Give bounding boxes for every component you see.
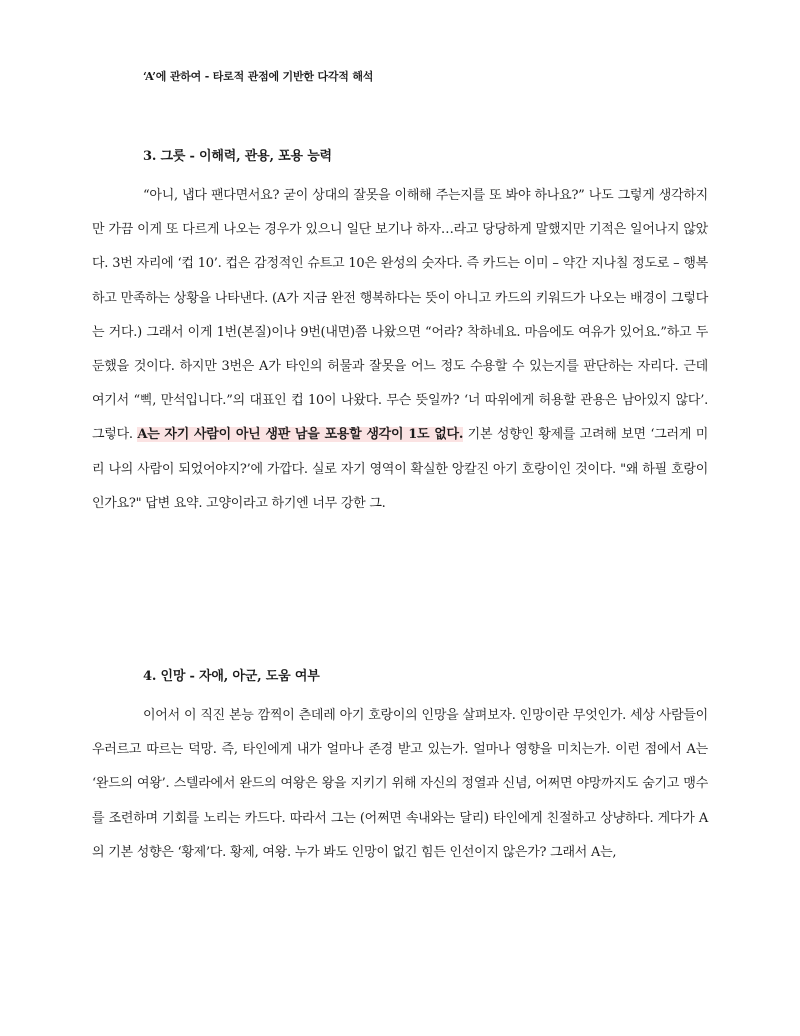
paragraph-text: “아니, 냅다 팬다면서요? 굳이 상대의 잘못을 이해해 주는지를 또 봐야 하나요?” 나도 그렇게 생각하지만 가끔 이게 또 다르게 나오는 경우가 있으니 일단 보기나 하자…라고 당당하게 말했지만 기적은 일어나지 않았다. 3번 자리에 ‘컵 10’. 컵은 감정적인 슈트고 10은 완성의 숫자다. 즉 카드는 이미 – 약간 지나칠 정도로 – 행복하고 만족하는 상황을 나타낸다. (A가 지금 완전 행복하다는 뜻이 아니고 카드의 키워드가 나오는 배경이 그렇다는 거다.) 그래서 이게 1번(본질)이나 9번(내면)쯤 나왔으면 “어라? 착하네요. 마음에도 여유가 있어요.”하고 두둔했을 것이다. 하지만 3번은 A가 타인의 허물과 잘못을 어느 정도 수용할 수 있는지를 판단하는 자리다. 근데 여기서 “삑, 만석입니다.”의 대표인 컵 10이 나왔다. 무슨 뜻일까? ‘너 따위에게 허용할 관용은 남아있지 않다’. 그렇다.: [92, 188, 708, 443]
paragraph-text: 기본 성향인 황제를 고려해 보면 ‘그러게 미리 나의 사람이 되었어야지?’에 가깝다. 실로 자기 영역이 확실한 앙칼진 아기 호랑이인 것이다. "왜 하필 호랑이인가요?" 답변 요약. 고양이라고 하기엔 너무 강한 그.: [92, 427, 709, 511]
section-title: 3. 그릇 - 이해력, 관용, 포용 능력: [143, 149, 332, 164]
document-header: ‘A’에 관하여 - 타로적 관점에 기반한 다각적 해석: [143, 70, 374, 83]
section-title: 4. 인망 - 자애, 아군, 도움 여부: [143, 669, 320, 684]
paragraph: 이어서 이 직진 본능 깜찍이 츤데레 아기 호랑이의 인망을 살펴보자. 인망이란 무엇인가. 세상 사람들이 우러르고 따르는 덕망. 즉, 타인에게 내가 얼마나 존경 받고 있는가. 얼마나 영향을 미치는가. 이런 점에서 A는 ‘완드의 여왕’. 스텔라에서 완드의 여왕은 왕을 지키기 위해 자신의 정열과 신념, 어쩌면 야망까지도 숨기고 맹수를 조련하며 기회를 노리는 카드다. 따라서 그는 (어쩌면 속내와는 달리) 타인에게 친절하고 상냥하다. 게다가 A의 기본 성향은 ‘황제’다. 황제, 여왕. 누가 봐도 인망이 없긴 힘든 인선이지 않은가? 그래서 A는,: [92, 708, 708, 860]
section-reputation: [92, 665, 708, 870]
paragraph: [92, 179, 708, 521]
section-vessel: [92, 145, 708, 521]
highlighted-text: A는 자기 사람이 아닌 생판 남을 포용할 생각이 1도 없다.: [137, 427, 464, 443]
